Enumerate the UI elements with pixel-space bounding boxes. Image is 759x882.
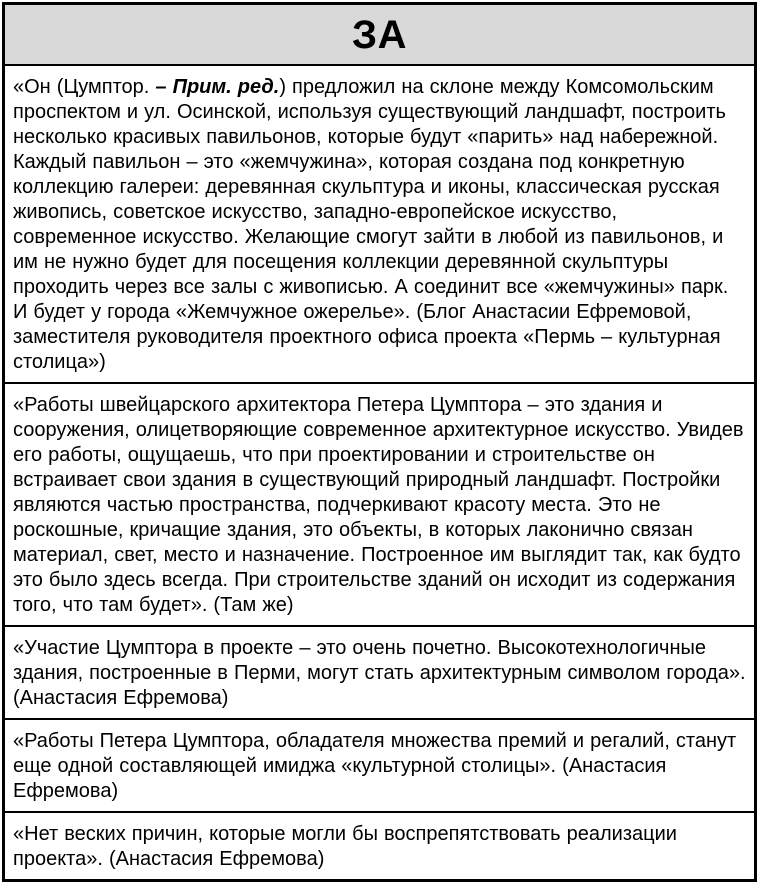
quote-cell (5, 625, 754, 718)
quote-cell (5, 382, 754, 625)
pro-arguments-table (2, 2, 757, 882)
quote-cell (5, 64, 754, 382)
column-header-za: ЗА (352, 12, 407, 57)
quote-text-2: «Работы швейцарского архитектора Петера Цумптора – это здания и сооружения, олицетворяющие современное архитектурное искусство. Увидев его работы, ощущаешь, что при проектировании и строительстве он встраивает свои здания в существующий природный ландшафт. Постройки являются частью пространства, подчеркивают красоту места. Это не роскошные, кричащие здания, это объекты, в которых лаконично связан материал, свет, место и назначение. Построенное им выглядит так, как будто это было здесь всегда. При строительстве зданий он исходит из содержания того, что там будет». (Там же) (13, 394, 744, 616)
table-header-row (5, 5, 754, 64)
editor-note: – Прим. ред. (155, 76, 280, 98)
quote-cell (5, 811, 754, 879)
quote-text-5: «Нет веских причин, которые могли бы воспрепятствовать реализации проекта». (Анастасия Ефремова) (13, 823, 677, 870)
quote-1-lead: «Он (Цумптор. (13, 76, 156, 98)
quote-text-1 (13, 75, 746, 375)
quote-1-body: ) предложил на склоне между Комсомольским проспектом и ул. Осинской, используя существующий ландшафт, построить несколько красивых павильонов, которые будут «парить» над набережной. Каждый павильон – это «жемчужина», которая создана под конкретную коллекцию галереи: деревянная скульптура и иконы, классическая русская живопись, советское искусство, западно-европейское искусство, современное искусство. Желающие смогут зайти в любой из павильонов, и им не нужно будет для посещения коллекции деревянной скульптуры проходить через все залы с живописью. А соединит все «жемчужины» парк. И будет у города «Жемчужное ожерелье». (Блог Анастасии Ефремовой, заместителя руководителя проектного офиса проекта «Пермь – культурная столица») (13, 76, 729, 373)
quote-text-3: «Участие Цумптора в проекте – это очень почетно. Высокотехнологичные здания, построенные в Перми, могут стать архитектурным символом города». (Анастасия Ефремова) (13, 637, 746, 709)
quote-cell (5, 718, 754, 811)
quote-text-4: «Работы Петера Цумптора, обладателя множества премий и регалий, станут еще одной составляющей имиджа «культурной столицы». (Анастасия Ефремова) (13, 730, 737, 802)
